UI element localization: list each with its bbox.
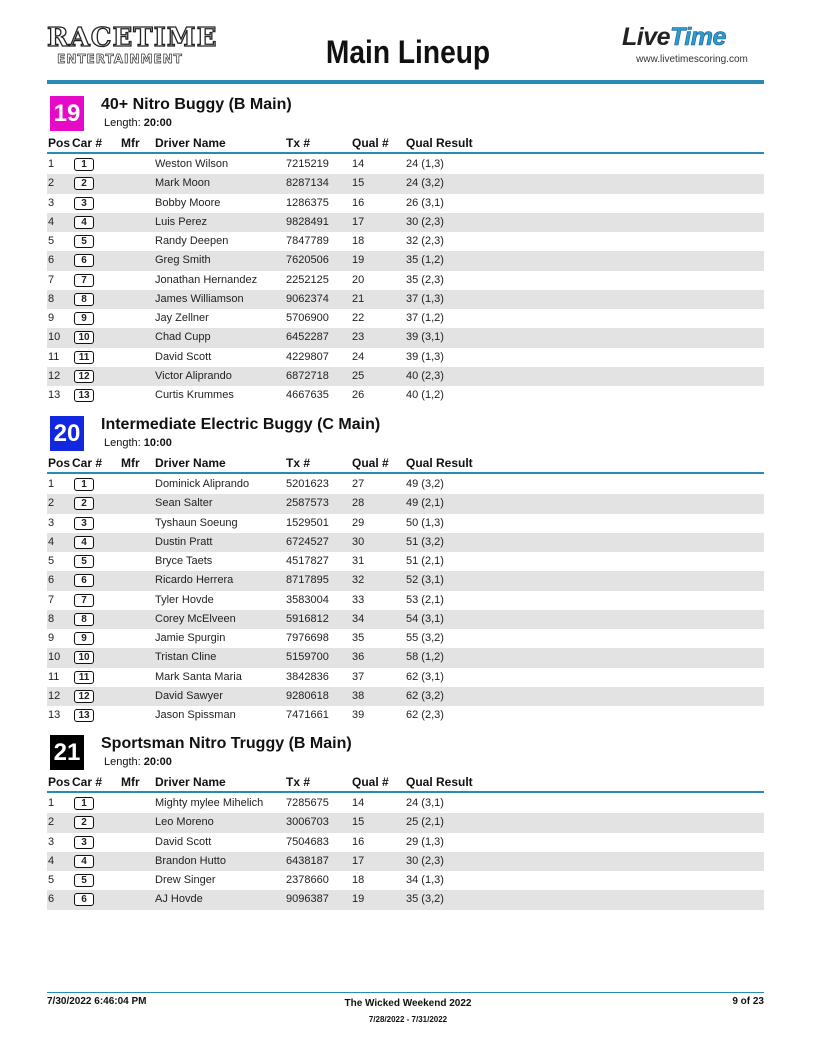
column-header-tx: Tx # (286, 775, 311, 789)
qual-result-cell: 37 (1,3) (406, 292, 444, 305)
page-title: Main Lineup (325, 34, 491, 70)
driver-name-cell: Sean Salter (155, 497, 213, 510)
car-number-box: 2 (74, 497, 94, 510)
transponder-cell: 9828491 (286, 215, 329, 228)
transponder-cell: 5159700 (286, 651, 329, 664)
transponder-cell: 7976698 (286, 632, 329, 644)
table-row (47, 871, 764, 890)
racetime-logo-subtitle: ENTERTAINMENT (57, 52, 183, 66)
qual-result-cell: 49 (3,2) (406, 478, 444, 490)
table-row (47, 367, 764, 386)
pos-cell: 12 (48, 689, 61, 702)
race-number-badge: 21 (50, 735, 84, 770)
race-length-value: 20:00 (143, 756, 172, 768)
race-title: Sportsman Nitro Truggy (B Main) (101, 735, 352, 752)
transponder-cell: 7471661 (286, 709, 329, 721)
car-number-box: 10 (74, 651, 94, 664)
car-number-box: 11 (74, 351, 94, 364)
qual-result-cell: 24 (1,3) (406, 158, 444, 170)
livetime-logo-time: Time (670, 23, 726, 51)
table-row (47, 348, 764, 367)
pos-cell: 6 (48, 574, 55, 587)
qual-position-cell: 17 (352, 854, 365, 867)
column-header-qual: Qual # (352, 775, 389, 789)
driver-name-cell: Ricardo Herrera (155, 574, 234, 587)
transponder-cell: 9062374 (286, 292, 329, 305)
pos-cell: 13 (48, 389, 61, 401)
driver-name-cell: Greg Smith (155, 254, 211, 267)
pos-cell: 4 (48, 854, 55, 867)
pos-cell: 8 (48, 612, 55, 625)
column-header-mfr: Mfr (121, 136, 140, 150)
car-number-box: 2 (74, 177, 94, 190)
pos-cell: 12 (48, 369, 61, 382)
transponder-cell: 7620506 (286, 254, 329, 267)
livetime-logo-wordmark (622, 22, 726, 52)
pos-cell: 8 (48, 292, 55, 305)
car-number-box: 11 (74, 671, 94, 684)
pos-cell: 5 (48, 555, 55, 567)
table-row (47, 494, 764, 513)
table-header (47, 134, 764, 152)
table-row (47, 328, 764, 347)
transponder-cell: 9280618 (286, 689, 329, 702)
car-number-box: 1 (74, 158, 94, 171)
driver-name-cell: Bryce Taets (155, 555, 213, 567)
table-row (47, 687, 764, 706)
table-row (47, 290, 764, 309)
race-title: 40+ Nitro Buggy (B Main) (101, 96, 292, 113)
qual-result-cell: 35 (1,2) (406, 254, 444, 267)
qual-position-cell: 18 (352, 874, 365, 886)
livetime-url: www.livetimescoring.com (636, 54, 748, 65)
transponder-cell: 6724527 (286, 535, 329, 548)
driver-name-cell: Tristan Cline (155, 651, 217, 664)
qual-position-cell: 32 (352, 574, 365, 587)
footer-divider (47, 992, 764, 993)
pos-cell: 9 (48, 312, 55, 324)
qual-position-cell: 20 (352, 273, 365, 286)
table-row (47, 475, 764, 494)
driver-name-cell: Randy Deepen (155, 235, 229, 247)
transponder-cell: 2252125 (286, 273, 329, 286)
driver-name-cell: Jonathan Hernandez (155, 273, 258, 286)
column-header-qual: Qual # (352, 136, 389, 150)
footer-page-number: 9 of 23 (732, 996, 764, 1007)
column-header-mfr: Mfr (121, 775, 140, 789)
transponder-cell: 8287134 (286, 177, 329, 190)
column-header-car: Car # (72, 136, 103, 150)
transponder-cell: 4517827 (286, 555, 329, 567)
column-header-driver: Driver Name (155, 136, 226, 150)
column-header-driver: Driver Name (155, 775, 226, 789)
qual-position-cell: 39 (352, 709, 365, 721)
qual-result-cell: 51 (3,2) (406, 535, 444, 548)
table-row (47, 648, 764, 667)
table-row (47, 890, 764, 909)
column-header-pos: Pos (48, 456, 71, 470)
qual-position-cell: 18 (352, 235, 365, 247)
qual-position-cell: 19 (352, 254, 365, 267)
qual-result-cell: 49 (2,1) (406, 497, 444, 510)
transponder-cell: 3006703 (286, 816, 329, 829)
transponder-cell: 7847789 (286, 235, 329, 247)
pos-cell: 3 (48, 196, 55, 209)
pos-cell: 3 (48, 516, 55, 529)
qual-position-cell: 37 (352, 670, 365, 683)
driver-name-cell: AJ Hovde (155, 893, 203, 906)
transponder-cell: 4667635 (286, 389, 329, 401)
qual-result-cell: 29 (1,3) (406, 835, 444, 848)
table-row (47, 668, 764, 687)
table-row (47, 514, 764, 533)
qual-position-cell: 31 (352, 555, 365, 567)
pos-cell: 11 (48, 350, 60, 363)
driver-name-cell: Jay Zellner (155, 312, 209, 324)
pos-cell: 10 (48, 651, 61, 664)
car-number-box: 8 (74, 613, 94, 626)
driver-name-cell: Tyshaun Soeung (155, 516, 238, 529)
table-row (47, 610, 764, 629)
race-length-label: Length: (104, 117, 141, 129)
table-row (47, 386, 764, 405)
table-row (47, 251, 764, 270)
driver-name-cell: Mark Santa Maria (155, 670, 242, 683)
driver-name-cell: Corey McElveen (155, 612, 236, 625)
pos-cell: 5 (48, 874, 55, 886)
race-number-badge: 20 (50, 416, 84, 451)
qual-position-cell: 28 (352, 497, 365, 510)
transponder-cell: 2587573 (286, 497, 329, 510)
transponder-cell: 5916812 (286, 612, 329, 625)
transponder-cell: 6872718 (286, 369, 329, 382)
qual-position-cell: 14 (352, 797, 365, 809)
qual-position-cell: 30 (352, 535, 365, 548)
car-number-box: 10 (74, 331, 94, 344)
table-row (47, 271, 764, 290)
pos-cell: 6 (48, 893, 55, 906)
table-row (47, 552, 764, 571)
table-row (47, 194, 764, 213)
pos-cell: 7 (48, 273, 55, 286)
qual-result-cell: 26 (3,1) (406, 196, 444, 209)
racetime-logo-wordmark: RACETIME (47, 23, 218, 53)
header-divider (47, 791, 764, 793)
driver-name-cell: Tyler Hovde (155, 593, 214, 606)
livetime-logo (618, 22, 766, 70)
table-row (47, 629, 764, 648)
pos-cell: 5 (48, 235, 55, 247)
table-row (47, 533, 764, 552)
driver-name-cell: Leo Moreno (155, 816, 214, 829)
race-length (104, 755, 172, 769)
qual-position-cell: 15 (352, 177, 365, 190)
race-length-value: 10:00 (143, 437, 172, 449)
driver-name-cell: Drew Singer (155, 874, 216, 886)
header-divider (47, 80, 764, 84)
transponder-cell: 9096387 (286, 893, 329, 906)
qual-position-cell: 23 (352, 331, 365, 344)
car-number-box: 13 (74, 709, 94, 722)
pos-cell: 1 (48, 797, 55, 809)
qual-result-cell: 24 (3,2) (406, 177, 444, 190)
pos-cell: 2 (48, 497, 55, 510)
livetime-logo-live: Live (622, 23, 671, 51)
column-header-result: Qual Result (406, 136, 473, 150)
qual-result-cell: 30 (2,3) (406, 854, 444, 867)
qual-position-cell: 27 (352, 478, 365, 490)
car-number-box: 6 (74, 574, 94, 587)
driver-name-cell: Curtis Krummes (155, 389, 234, 401)
car-number-box: 3 (74, 836, 94, 849)
qual-result-cell: 25 (2,1) (406, 816, 444, 829)
transponder-cell: 1529501 (286, 516, 329, 529)
table-row (47, 852, 764, 871)
table-row (47, 706, 764, 725)
pos-cell: 10 (48, 331, 61, 344)
table-row (47, 591, 764, 610)
qual-position-cell: 17 (352, 215, 365, 228)
transponder-cell: 5201623 (286, 478, 329, 490)
car-number-box: 3 (74, 517, 94, 530)
qual-result-cell: 39 (1,3) (406, 350, 444, 363)
race-number-badge: 19 (50, 96, 84, 131)
pos-cell: 4 (48, 535, 55, 548)
transponder-cell: 6452287 (286, 331, 329, 344)
qual-position-cell: 36 (352, 651, 365, 664)
column-header-result: Qual Result (406, 775, 473, 789)
car-number-box: 7 (74, 594, 94, 607)
qual-position-cell: 21 (352, 292, 365, 305)
table-row (47, 833, 764, 852)
car-number-box: 4 (74, 216, 94, 229)
race-length (104, 116, 172, 130)
transponder-cell: 3842836 (286, 670, 329, 683)
pos-cell: 2 (48, 177, 55, 190)
qual-result-cell: 62 (3,2) (406, 689, 444, 702)
column-header-pos: Pos (48, 136, 71, 150)
transponder-cell: 2378660 (286, 874, 329, 886)
column-header-car: Car # (72, 456, 103, 470)
table-row (47, 174, 764, 193)
column-header-result: Qual Result (406, 456, 473, 470)
driver-name-cell: Brandon Hutto (155, 854, 226, 867)
driver-name-cell: Mark Moon (155, 177, 211, 190)
car-number-box: 5 (74, 555, 94, 568)
qual-position-cell: 25 (352, 369, 365, 382)
pos-cell: 2 (48, 816, 55, 829)
qual-position-cell: 33 (352, 593, 365, 606)
qual-result-cell: 32 (2,3) (406, 235, 444, 247)
car-number-box: 5 (74, 874, 94, 887)
driver-name-cell: David Scott (155, 350, 212, 363)
transponder-cell: 3583004 (286, 593, 329, 606)
qual-result-cell: 35 (2,3) (406, 273, 444, 286)
qual-position-cell: 34 (352, 612, 365, 625)
lineup-table-body (47, 475, 764, 725)
qual-result-cell: 39 (3,1) (406, 331, 444, 344)
driver-name-cell: Victor Aliprando (155, 369, 232, 382)
race-title: Intermediate Electric Buggy (C Main) (101, 416, 381, 433)
table-header (47, 454, 764, 472)
driver-name-cell: Jamie Spurgin (155, 632, 226, 644)
table-row (47, 794, 764, 813)
driver-name-cell: David Sawyer (155, 689, 223, 702)
driver-name-cell: Dominick Aliprando (155, 478, 250, 490)
footer-datetime: 7/30/2022 6:46:04 PM (47, 996, 147, 1007)
race-length (104, 436, 172, 450)
column-header-mfr: Mfr (121, 456, 140, 470)
transponder-cell: 6438187 (286, 854, 329, 867)
qual-result-cell: 37 (1,2) (406, 312, 444, 324)
qual-result-cell: 52 (3,1) (406, 574, 444, 587)
race-length-label: Length: (104, 756, 141, 768)
column-header-driver: Driver Name (155, 456, 226, 470)
driver-name-cell: Mighty mylee Mihelich (155, 797, 264, 809)
qual-position-cell: 14 (352, 158, 365, 170)
table-row (47, 309, 764, 328)
footer-event-name: The Wicked Weekend 2022 (344, 998, 472, 1009)
driver-name-cell: Jason Spissman (155, 709, 236, 721)
footer-date-range: 7/28/2022 - 7/31/2022 (368, 1015, 448, 1024)
transponder-cell: 7504683 (286, 835, 329, 848)
qual-result-cell: 55 (3,2) (406, 632, 444, 644)
transponder-cell: 7215219 (286, 158, 329, 170)
driver-name-cell: Luis Perez (155, 215, 207, 228)
race-length-label: Length: (104, 437, 141, 449)
car-number-box: 13 (74, 389, 94, 402)
lineup-table-body (47, 155, 764, 405)
qual-result-cell: 34 (1,3) (406, 874, 444, 886)
qual-position-cell: 22 (352, 312, 365, 324)
qual-result-cell: 51 (2,1) (406, 555, 444, 567)
driver-name-cell: David Scott (155, 835, 212, 848)
qual-position-cell: 38 (352, 689, 365, 702)
pos-cell: 4 (48, 215, 55, 228)
header-divider (47, 472, 764, 474)
qual-result-cell: 24 (3,1) (406, 797, 444, 809)
page-header (0, 0, 816, 90)
lineup-table-body (47, 794, 764, 910)
pos-cell: 1 (48, 478, 55, 490)
car-number-box: 2 (74, 816, 94, 829)
pos-cell: 1 (48, 158, 55, 170)
car-number-box: 5 (74, 235, 94, 248)
column-header-car: Car # (72, 775, 103, 789)
car-number-box: 3 (74, 197, 94, 210)
pos-cell: 11 (48, 670, 60, 683)
transponder-cell: 7285675 (286, 797, 329, 809)
car-number-box: 1 (74, 797, 94, 810)
car-number-box: 6 (74, 893, 94, 906)
race-length-value: 20:00 (143, 117, 172, 129)
driver-name-cell: Chad Cupp (155, 331, 211, 344)
pos-cell: 13 (48, 709, 61, 721)
car-number-box: 9 (74, 632, 94, 645)
qual-result-cell: 58 (1,2) (406, 651, 444, 664)
table-row (47, 155, 764, 174)
table-header (47, 773, 764, 791)
car-number-box: 12 (74, 370, 94, 383)
column-header-qual: Qual # (352, 456, 389, 470)
transponder-cell: 4229807 (286, 350, 329, 363)
column-header-tx: Tx # (286, 456, 311, 470)
transponder-cell: 8717895 (286, 574, 329, 587)
table-row (47, 571, 764, 590)
pos-cell: 7 (48, 593, 55, 606)
car-number-box: 7 (74, 274, 94, 287)
car-number-box: 4 (74, 855, 94, 868)
qual-position-cell: 15 (352, 816, 365, 829)
driver-name-cell: Dustin Pratt (155, 535, 213, 548)
driver-name-cell: James Williamson (155, 292, 244, 305)
column-header-tx: Tx # (286, 136, 311, 150)
qual-position-cell: 29 (352, 516, 365, 529)
qual-result-cell: 54 (3,1) (406, 612, 444, 625)
pos-cell: 9 (48, 632, 55, 644)
car-number-box: 12 (74, 690, 94, 703)
car-number-box: 9 (74, 312, 94, 325)
column-header-pos: Pos (48, 775, 71, 789)
car-number-box: 6 (74, 254, 94, 267)
qual-position-cell: 35 (352, 632, 365, 644)
car-number-box: 1 (74, 478, 94, 491)
transponder-cell: 5706900 (286, 312, 329, 324)
qual-result-cell: 35 (3,2) (406, 893, 444, 906)
qual-result-cell: 50 (1,3) (406, 516, 444, 529)
header-divider (47, 152, 764, 154)
driver-name-cell: Weston Wilson (155, 158, 229, 170)
qual-result-cell: 30 (2,3) (406, 215, 444, 228)
driver-name-cell: Bobby Moore (155, 196, 221, 209)
qual-position-cell: 16 (352, 196, 365, 209)
qual-result-cell: 40 (1,2) (406, 389, 444, 401)
transponder-cell: 1286375 (286, 196, 329, 209)
pos-cell: 3 (48, 835, 55, 848)
car-number-box: 8 (74, 293, 94, 306)
qual-result-cell: 53 (2,1) (406, 593, 444, 606)
table-row (47, 813, 764, 832)
qual-result-cell: 62 (3,1) (406, 670, 444, 683)
pos-cell: 6 (48, 254, 55, 267)
car-number-box: 4 (74, 536, 94, 549)
qual-result-cell: 40 (2,3) (406, 369, 444, 382)
qual-position-cell: 16 (352, 835, 365, 848)
qual-result-cell: 62 (2,3) (406, 709, 444, 721)
table-row (47, 213, 764, 232)
qual-position-cell: 26 (352, 389, 365, 401)
table-row (47, 232, 764, 251)
qual-position-cell: 19 (352, 893, 365, 906)
qual-position-cell: 24 (352, 350, 365, 363)
